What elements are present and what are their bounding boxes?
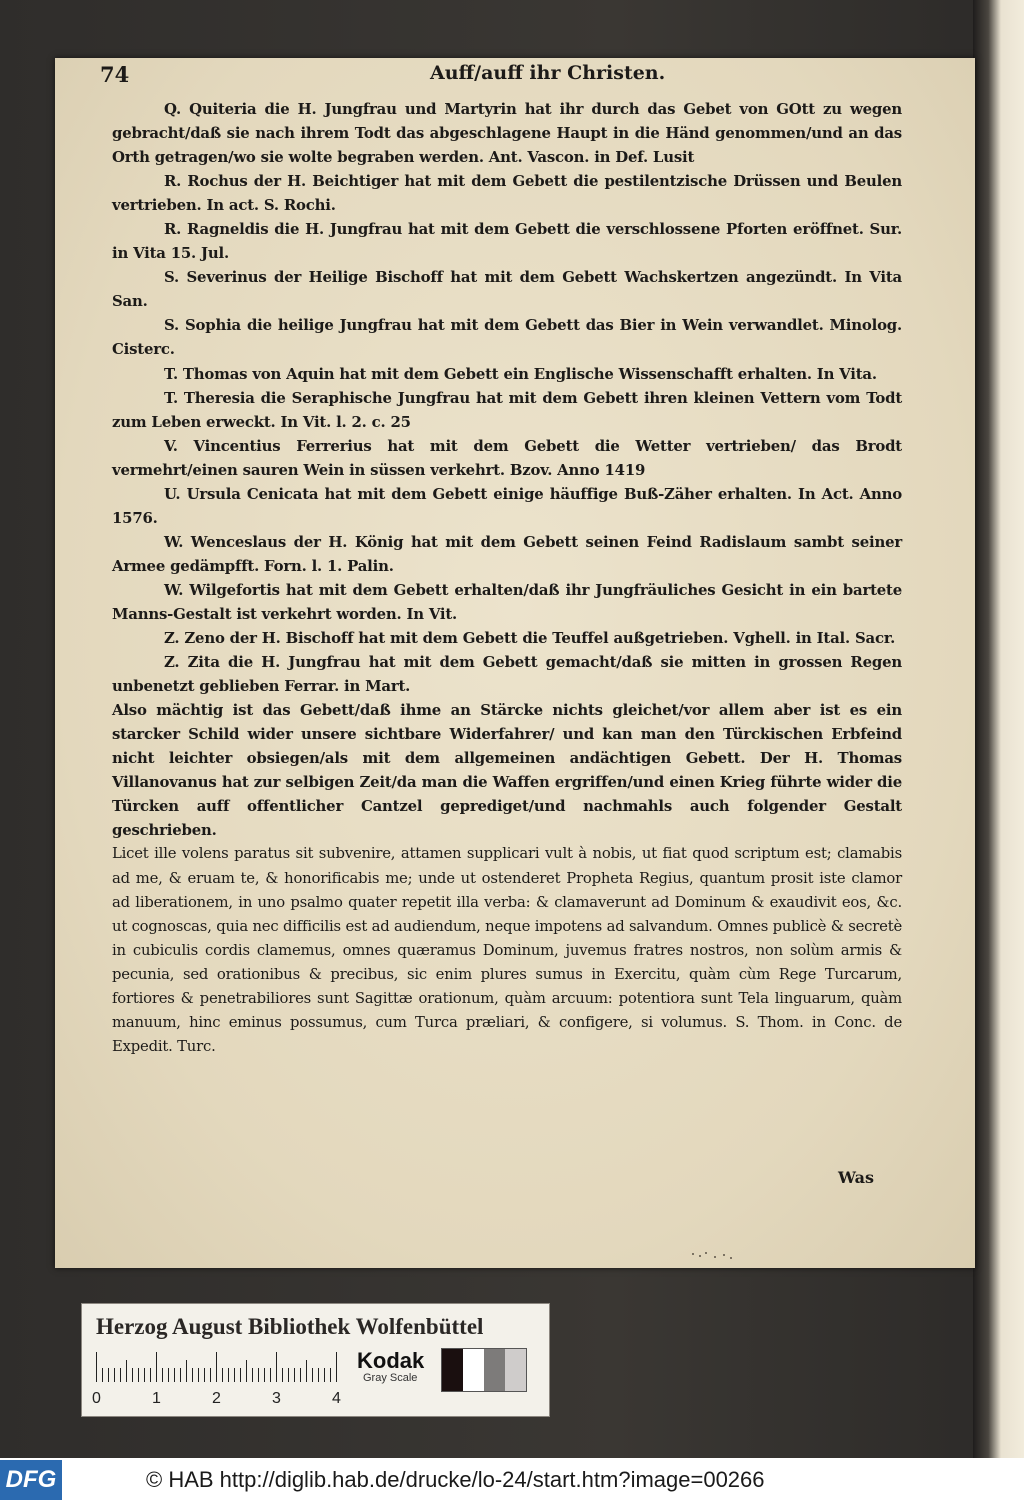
ruler-tick <box>126 1360 127 1382</box>
ruler-tick <box>270 1368 271 1382</box>
ruler-tick <box>306 1360 307 1382</box>
ruler-tick <box>210 1368 211 1382</box>
ruler-tick <box>258 1368 259 1382</box>
ruler-tick <box>114 1368 115 1382</box>
ruler-number: 3 <box>272 1390 281 1407</box>
library-scale-card <box>81 1303 550 1417</box>
ruler-tick <box>180 1368 181 1382</box>
paragraph-theresia: T. Theresia die Seraphische Jungfrau hat mit dem Gebett ihren kleinen Vettern vom Todt zum Leben erweckt. In Vit. l. 2. c. 25 <box>112 388 902 431</box>
dfg-logo: DFG <box>0 1460 62 1500</box>
ruler-numbers <box>92 1390 352 1410</box>
ruler-number: 0 <box>92 1390 101 1407</box>
kodak-brand: Kodak <box>357 1348 425 1373</box>
ruler-tick <box>102 1368 103 1382</box>
ruler-scale <box>96 1352 342 1382</box>
ruler-tick <box>324 1368 325 1382</box>
ruler-tick <box>108 1368 109 1382</box>
page-header <box>100 62 930 87</box>
ruler-tick <box>240 1368 241 1382</box>
ruler-number: 1 <box>152 1390 161 1407</box>
ruler-tick <box>318 1368 319 1382</box>
paper-specks <box>690 1250 750 1260</box>
ruler-tick <box>216 1352 217 1382</box>
gray-patch <box>484 1349 505 1391</box>
paragraph-sophia: S. Sophia die heilige Jungfrau hat mit dem Gebett das Bier in Wein verwandlet. Minolog. Cisterc. <box>112 316 902 359</box>
paragraph-wenceslaus: W. Wenceslaus der H. König hat mit dem Gebett seinen Feind Radislaum sambt seiner Armee gedämpfft. Forn. l. 1. Palin. <box>112 532 902 575</box>
catchword: Was <box>838 1168 874 1187</box>
kodak-subtitle: Gray Scale <box>363 1372 418 1384</box>
ruler-tick <box>336 1352 337 1382</box>
ruler-tick <box>186 1360 187 1382</box>
ruler-tick <box>330 1368 331 1382</box>
ruler-tick <box>192 1368 193 1382</box>
paragraph-vincentius: V. Vincentius Ferrerius hat mit dem Gebett die Wetter vertrieben/ das Brodt vermehrt/einen sauren Wein in süssen verkehrt. Bzov. Anno 1419 <box>112 436 902 479</box>
kodak-logo <box>357 1350 424 1384</box>
paragraph-gebett-summary: Also mächtig ist das Gebett/daß ihme an Stärcke nichts gleichet/vor allem aber ist es ein starcker Schild wider unsere sichtbare Widerfahrer/ und kan man den Türckischen Erbfeind nicht leichter obsiegen/als mit dem allgemeinen andächtigen Gebett. Der H. Thomas Villanovanus hat zur selbigen Zeit/da man die Waffen ergriffen/und einen Krieg führte wider die Türcken auff offentlicher Cantzel geprediget/und nachmahls auch folgender Gestalt geschrieben. <box>112 701 902 840</box>
ruler-tick <box>144 1368 145 1382</box>
ruler-tick <box>246 1360 247 1382</box>
gray-patch <box>505 1349 526 1391</box>
page-number: 74 <box>100 62 130 87</box>
ruler-tick <box>162 1368 163 1382</box>
adjacent-page-edge <box>973 0 1024 1458</box>
ruler-number: 4 <box>332 1390 341 1407</box>
ruler-tick <box>132 1368 133 1382</box>
ruler-tick <box>222 1368 223 1382</box>
paragraph-quiteria: Q. Quiteria die H. Jungfrau und Martyrin hat ihr durch das Gebet von GOtt zu wegen gebracht/daß sie nach ihrem Todt das abgeschlagene Haupt in die Händ genommen/und an das Orth getragen/wo sie wolte begraben werden. Ant. Vascon. in Def. Lusit <box>112 100 902 167</box>
ruler-tick <box>228 1368 229 1382</box>
paragraph-zita: Z. Zita die H. Jungfrau hat mit dem Gebett gemacht/daß sie mitten in grossen Regen unbenetzt geblieben Ferrar. in Mart. <box>112 653 902 696</box>
copyright-link-text: © HAB http://diglib.hab.de/drucke/lo-24/start.htm?image=00266 <box>146 1467 765 1492</box>
ruler-tick <box>288 1368 289 1382</box>
paragraph-ursula: U. Ursula Cenicata hat mit dem Gebett einige häuffige Buß-Zäher erhalten. In Act. Anno 1576. <box>112 484 902 527</box>
page-body <box>112 97 902 1059</box>
ruler-tick <box>300 1368 301 1382</box>
ruler-tick <box>174 1368 175 1382</box>
paragraph-rochus: R. Rochus der H. Beichtiger hat mit dem Gebett die pestilentzische Drüssen und Beulen vertrieben. In act. S. Rochi. <box>112 172 902 215</box>
gray-patch <box>463 1349 484 1391</box>
ruler-tick <box>276 1352 277 1382</box>
ruler-tick <box>150 1368 151 1382</box>
ruler-tick <box>138 1368 139 1382</box>
ruler-tick <box>264 1368 265 1382</box>
ruler-tick <box>168 1368 169 1382</box>
paragraph-thomas: T. Thomas von Aquin hat mit dem Gebett ein Englische Wissenschafft erhalten. In Vita. <box>164 364 877 383</box>
paragraph-latin-quote: Licet ille volens paratus sit subvenire, attamen supplicari vult à nobis, ut fiat quod scriptum est; clamabis ad me, & eruam te, & honorificabis me; unde ut ostenderet Propheta Regius, quantum prosit iste clamor ad liberationem, in uno psalmo quater repetit illa verba: & clamaverunt ad Dominum & exaudivit eos, &c. ut cognoscas, quia nec difficilis est ad audiendum, neque impotens ad salvandum. Omnes publicè & secretè in cubiculis cordis clamemus, omnes quæramus Dominum, juvemus fratres nostros, non solùm armis & pecunia, sed orationibus & precibus, sic enim plures sumus in Exercitu, quàm cùm Rege Turcarum, fortiores & penetrabiliores sunt Sagittæ orationum, quàm arcuum: potentiora sunt Tela linguarum, quàm manuum, hinc eminus possumus, cum Turca præliari, & configere, si volumus. S. Thom. in Conc. de Expedit. Turc. <box>112 845 902 1055</box>
paragraph-ragneldis: R. Ragneldis die H. Jungfrau hat mit dem Gebett die verschlossene Pforten eröffnet. Sur. in Vita 15. Jul. <box>112 220 902 263</box>
library-name: Herzog August Bibliothek Wolfenbüttel <box>96 1314 484 1339</box>
ruler-tick <box>294 1368 295 1382</box>
ruler-number: 2 <box>212 1390 221 1407</box>
ruler-tick <box>252 1368 253 1382</box>
ruler-tick <box>282 1368 283 1382</box>
ruler-tick <box>156 1352 157 1382</box>
ruler-tick <box>234 1368 235 1382</box>
ruler-tick <box>120 1368 121 1382</box>
running-head: Auff/auff ihr Christen. <box>430 62 666 84</box>
gray-patch <box>442 1349 463 1391</box>
paragraph-severinus: S. Severinus der Heilige Bischoff hat mit dem Gebett Wachskertzen angezündt. In Vita San. <box>112 268 902 311</box>
gray-scale-patches <box>441 1348 527 1392</box>
paragraph-zeno: Z. Zeno der H. Bischoff hat mit dem Gebett die Teuffel außgetrieben. Vghell. in Ital. Sacr. <box>164 629 896 648</box>
ruler-tick <box>204 1368 205 1382</box>
paragraph-wilgefortis: W. Wilgefortis hat mit dem Gebett erhalten/daß ihr Jungfräuliches Gesicht in ein bartete Manns-Gestalt ist verkehrt worden. In Vit. <box>112 580 902 623</box>
ruler-tick <box>312 1368 313 1382</box>
ruler-tick <box>198 1368 199 1382</box>
ruler-tick <box>96 1352 97 1382</box>
